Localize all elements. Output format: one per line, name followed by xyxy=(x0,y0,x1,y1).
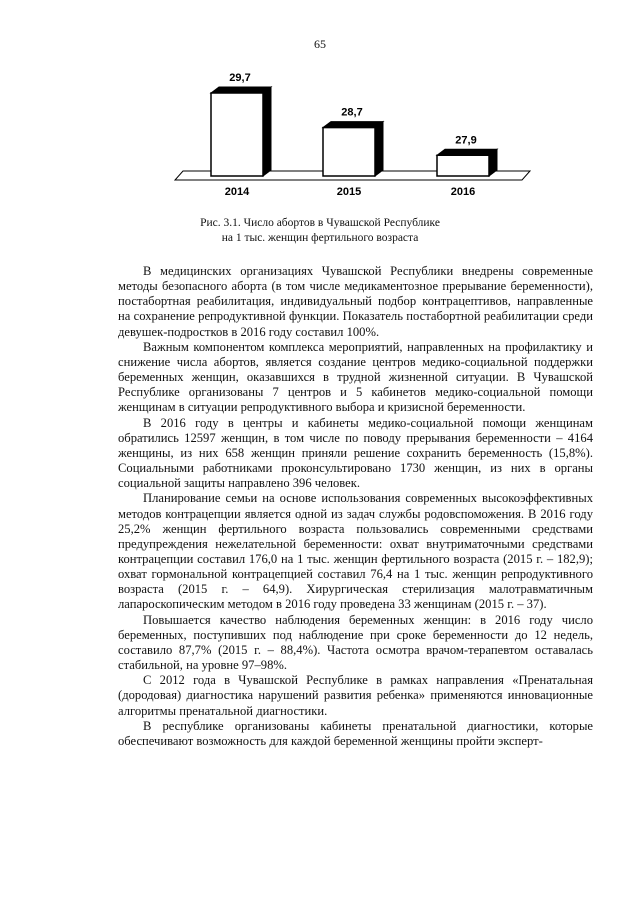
body-text xyxy=(118,264,593,749)
paragraph: С 2012 года в Чувашской Республике в рамках направления «Пренатальная (дородовая) диагностика нарушений развития ребенка» применяются инновационные алгоритмы пренатальной диагностики. xyxy=(118,673,593,718)
caption-line-1: Рис. 3.1. Число абортов в Чувашской Республике xyxy=(200,217,440,229)
figure-caption xyxy=(0,216,640,246)
bar-chart xyxy=(0,0,640,220)
category-label-2016: 2016 xyxy=(450,186,476,198)
paragraph: Планирование семьи на основе использования современных высокоэффективных методов контрацепции является одной из задач службы родовспоможения. В 2016 году 25,2% женщин фертильного возраста пользовались современными средствами предупреждения нежелательной беременности: охват внутриматочными средствами контрацепции составил 176,0 на 1 тыс. женщин фертильного возраста (2015 г. – 182,9); охват гормональной контрацепцией составил 76,4 на 1 тыс. женщин репродуктивного возраста (2015 г. – 64,9). Хирургическая стерилизация малотравматичным лапароскопическим методом в 2016 году проведена 33 женщинам (2015 г. – 37). xyxy=(118,491,593,612)
paragraph: Важным компонентом комплекса мероприятий, направленных на профилактику и снижение числа абортов, является создание центров медико-социальной поддержки беременных женщин, оказавшихся в трудной жизненной ситуации. В Чувашской Республике организованы 7 центров и 5 кабинетов медико-социальной помощи женщинам в ситуации репродуктивного выбора и кризисной беременности. xyxy=(118,339,593,415)
value-label-2014: 29,7 xyxy=(229,72,251,84)
bar-2014 xyxy=(211,87,271,176)
bar-2016 xyxy=(437,149,497,176)
paragraph: В медицинских организациях Чувашской Республики внедрены современные методы безопасного аборта (в том числе медикаментозное прерывание беременности), постабортная реабилитация, индивидуальный подбор контрацептивов, направленные на сохранение репродуктивной функции. Показатель постабортной реабилитации среди девушек-подростков в 2016 году составил 100%. xyxy=(118,264,593,339)
value-label-2015: 28,7 xyxy=(341,106,363,119)
category-label-2014: 2014 xyxy=(224,186,250,198)
paragraph: Повышается качество наблюдения беременных женщин: в 2016 году число беременных, поступивших под наблюдение при сроке беременности до 12 недель, составило 87,7% (2015 г. – 88,4%). Частота осмотра врачом-терапевтом оставалась стабильной, на уровне 97–98%. xyxy=(118,612,593,673)
paragraph: В республике организованы кабинеты пренатальной диагностики, которые обеспечивают возможность для каждой беременной женщины пройти эксперт- xyxy=(118,718,593,748)
category-label-2015: 2015 xyxy=(336,186,362,198)
bar-2015 xyxy=(323,122,383,176)
page-number: 65 xyxy=(314,37,326,51)
paragraph: В 2016 году в центры и кабинеты медико-социальной помощи женщинам обратились 12597 женщин, в том числе по поводу прерывания беременности – 4164 женщины, из них 658 женщин приняли решение сохранить беременность (15,8%). Социальными работниками проконсультировано 1730 женщин, из них в органы социальной защиты направлено 396 человек. xyxy=(118,415,593,491)
caption-line-2: на 1 тыс. женщин фертильного возраста xyxy=(221,232,419,244)
value-label-2016: 27,9 xyxy=(455,134,477,147)
